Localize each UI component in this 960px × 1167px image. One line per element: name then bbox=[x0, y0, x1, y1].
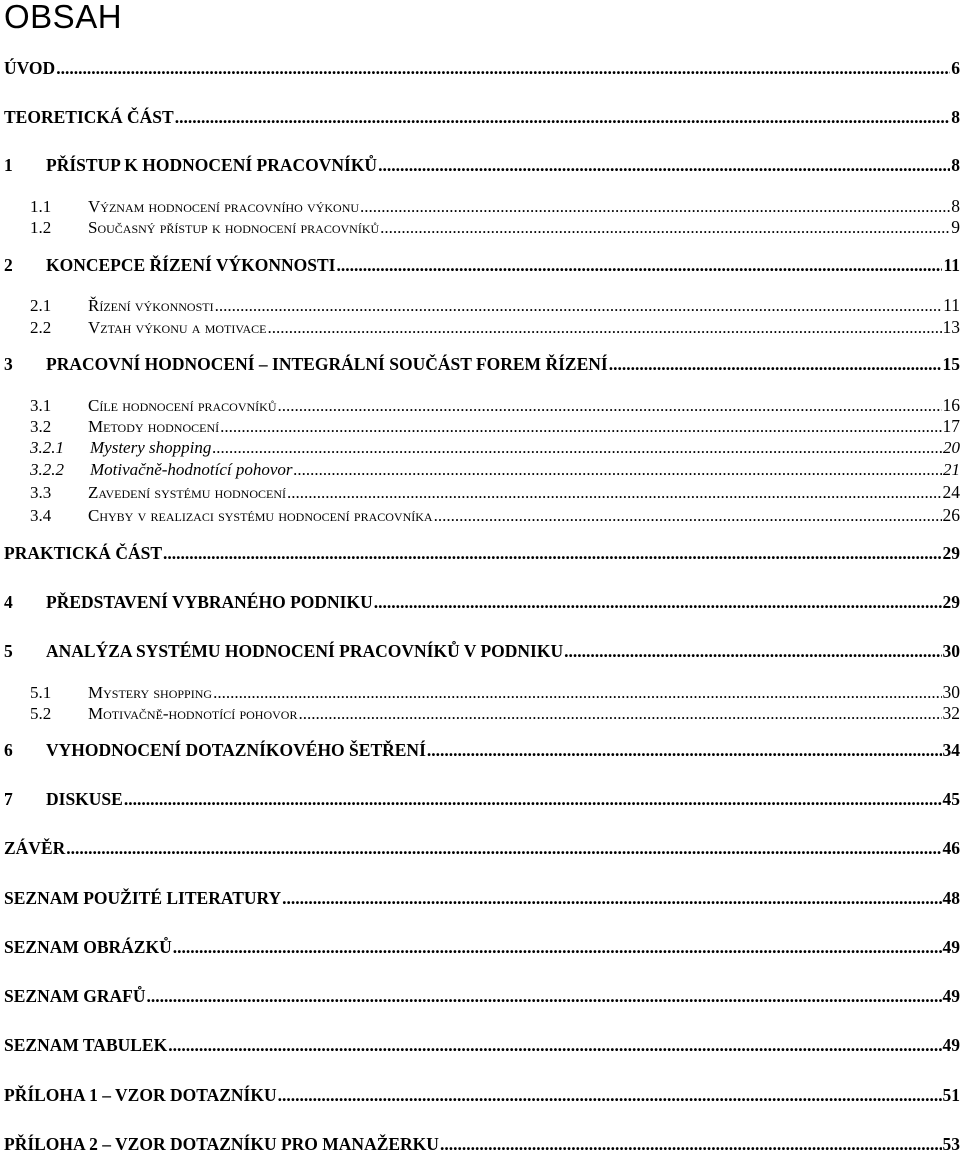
toc-entry[interactable] bbox=[0, 641, 960, 671]
toc-dot-leader bbox=[212, 438, 942, 458]
toc-entry-number: 3.1 bbox=[30, 396, 52, 415]
toc-entry-title: Mystery shopping bbox=[88, 683, 213, 702]
toc-entry-page: 26 bbox=[942, 505, 960, 525]
toc-entry-number: 4 bbox=[4, 592, 13, 612]
toc-entry-title: Chyby v realizaci systému hodnocení pracovníka bbox=[88, 506, 433, 525]
toc-entry-page: 8 bbox=[951, 196, 960, 216]
toc-entry[interactable] bbox=[0, 1085, 960, 1115]
toc-dot-leader bbox=[336, 255, 942, 276]
toc-entry-title: PŘÍSTUP K HODNOCENÍ PRACOVNÍKŮ bbox=[46, 155, 378, 175]
toc-entry[interactable] bbox=[0, 888, 960, 918]
toc-entry-page: 11 bbox=[943, 295, 960, 315]
toc-entry-page: 8 bbox=[951, 155, 960, 175]
toc-entry[interactable] bbox=[0, 1035, 960, 1065]
toc-entry-number: 3.4 bbox=[30, 506, 52, 525]
toc-entry-page: 11 bbox=[943, 255, 960, 275]
toc-dot-leader bbox=[146, 986, 941, 1007]
toc-entry-page: 49 bbox=[942, 1035, 960, 1055]
toc-entry-page: 49 bbox=[942, 937, 960, 957]
toc-entry-title: SEZNAM OBRÁZKŮ bbox=[4, 937, 172, 957]
toc-dot-leader bbox=[609, 354, 942, 375]
toc-dot-leader bbox=[278, 396, 942, 416]
toc-dot-leader bbox=[298, 704, 941, 724]
toc-entry-page: 45 bbox=[942, 789, 960, 809]
toc-entry-page: 24 bbox=[942, 482, 960, 502]
toc-dot-leader bbox=[282, 888, 941, 909]
toc-entry[interactable] bbox=[0, 317, 960, 347]
toc-entry[interactable] bbox=[0, 703, 960, 733]
toc-entry-title: SEZNAM GRAFŮ bbox=[4, 986, 146, 1006]
toc-entry-page: 34 bbox=[942, 740, 960, 760]
toc-dot-leader bbox=[374, 592, 942, 613]
toc-entry[interactable] bbox=[0, 789, 960, 819]
toc-entry-title: Metody hodnocení bbox=[88, 417, 220, 436]
toc-entry[interactable] bbox=[0, 58, 960, 88]
toc-dot-leader bbox=[564, 641, 941, 662]
toc-entry[interactable] bbox=[0, 155, 960, 185]
toc-dot-leader bbox=[427, 740, 942, 761]
toc-entry-title: SEZNAM POUŽITÉ LITERATURY bbox=[4, 888, 282, 908]
toc-entry-page: 30 bbox=[942, 682, 960, 702]
toc-entry[interactable] bbox=[0, 217, 960, 247]
toc-entry-page: 8 bbox=[951, 107, 960, 127]
toc-entry-title: PRACOVNÍ HODNOCENÍ – INTEGRÁLNÍ SOUČÁST FOREM ŘÍZENÍ bbox=[46, 354, 608, 374]
toc-entry-number: 1.1 bbox=[30, 197, 52, 216]
toc-entry-title: PŘÍLOHA 1 – VZOR DOTAZNÍKU bbox=[4, 1085, 277, 1105]
toc-entry-title: PŘÍLOHA 2 – VZOR DOTAZNÍKU PRO MANAŽERKU bbox=[4, 1134, 439, 1154]
toc-entry-page: 46 bbox=[942, 838, 960, 858]
toc-dot-leader bbox=[378, 155, 950, 176]
toc-entry-number: 5.2 bbox=[30, 704, 52, 723]
toc-entry-title: ANALÝZA SYSTÉMU HODNOCENÍ PRACOVNÍKŮ V PODNIKU bbox=[46, 641, 564, 661]
toc-dot-leader bbox=[66, 838, 941, 859]
toc-entry-page: 9 bbox=[951, 217, 960, 237]
toc-dot-leader bbox=[440, 1134, 942, 1155]
toc-entry-title: ÚVOD bbox=[4, 58, 56, 78]
toc-entry-page: 29 bbox=[942, 543, 960, 563]
toc-entry-title: Motivačně-hodnotící pohovor bbox=[88, 704, 298, 723]
toc-dot-leader bbox=[220, 417, 941, 437]
toc-entry-title: Motivačně-hodnotící pohovor bbox=[90, 460, 293, 479]
toc-entry-number: 2.2 bbox=[30, 318, 52, 337]
toc-entry[interactable] bbox=[0, 1134, 960, 1164]
toc-entry[interactable] bbox=[0, 592, 960, 622]
toc-entry-page: 51 bbox=[942, 1085, 960, 1105]
page-title: OBSAH bbox=[4, 0, 123, 35]
toc-entry-title: Cíle hodnocení pracovníků bbox=[88, 396, 277, 415]
toc-dot-leader bbox=[168, 1035, 941, 1056]
toc-entry[interactable] bbox=[0, 107, 960, 137]
toc-dot-leader bbox=[294, 460, 942, 480]
toc-entry-title: Řízení výkonnosti bbox=[88, 296, 214, 315]
toc-entry-number: 7 bbox=[4, 789, 13, 809]
toc-dot-leader bbox=[268, 318, 942, 338]
toc-entry-page: 17 bbox=[942, 416, 960, 436]
toc-entry-title: Současný přístup k hodnocení pracovníků bbox=[88, 218, 380, 237]
toc-dot-leader bbox=[380, 218, 950, 238]
toc-entry-number: 3.2.2 bbox=[30, 460, 64, 479]
toc-entry-title: KONCEPCE ŘÍZENÍ VÝKONNOSTI bbox=[46, 255, 336, 275]
toc-dot-leader bbox=[173, 937, 942, 958]
toc-entry-title: PŘEDSTAVENÍ VYBRANÉHO PODNIKU bbox=[46, 592, 373, 612]
toc-entry-title: Zavedení systému hodnocení bbox=[88, 483, 286, 502]
toc-entry-title: Význam hodnocení pracovního výkonu bbox=[88, 197, 360, 216]
toc-entry-title: Vztah výkonu a motivace bbox=[88, 318, 267, 337]
toc-entry-title: DISKUSE bbox=[46, 789, 123, 809]
toc-entry[interactable] bbox=[0, 543, 960, 573]
toc-dot-leader bbox=[175, 107, 951, 128]
toc-entry-number: 2.1 bbox=[30, 296, 52, 315]
toc-entry[interactable] bbox=[0, 986, 960, 1016]
toc-entry-number: 2 bbox=[4, 255, 13, 275]
toc-dot-leader bbox=[215, 296, 943, 316]
toc-entry-page: 13 bbox=[942, 317, 960, 337]
toc-entry[interactable] bbox=[0, 838, 960, 868]
toc-entry-number: 1 bbox=[4, 155, 13, 175]
toc-entry-page: 20 bbox=[943, 438, 960, 457]
toc-dot-leader bbox=[287, 483, 942, 503]
toc-dot-leader bbox=[163, 543, 941, 564]
toc-entry-number: 3 bbox=[4, 354, 13, 374]
toc-entry-page: 30 bbox=[942, 641, 960, 661]
toc-dot-leader bbox=[278, 1085, 942, 1106]
toc-entry-page: 32 bbox=[942, 703, 960, 723]
toc-dot-leader bbox=[360, 197, 950, 217]
toc-entry-title: VYHODNOCENÍ DOTAZNÍKOVÉHO ŠETŘENÍ bbox=[46, 740, 426, 760]
toc-entry[interactable] bbox=[0, 354, 960, 384]
toc-entry-number: 5 bbox=[4, 641, 13, 661]
toc-entry-page: 49 bbox=[942, 986, 960, 1006]
toc-entry-page: 21 bbox=[943, 460, 960, 479]
toc-entry-number: 3.2 bbox=[30, 417, 52, 436]
toc-dot-leader bbox=[124, 789, 942, 810]
toc-entry[interactable] bbox=[0, 937, 960, 967]
toc-entry[interactable] bbox=[0, 255, 960, 285]
toc-entry[interactable] bbox=[0, 505, 960, 535]
toc-entry-page: 6 bbox=[951, 58, 960, 78]
toc-entry-number: 5.1 bbox=[30, 683, 52, 702]
toc-entry-page: 53 bbox=[942, 1134, 960, 1154]
toc-entry-title: ZÁVĚR bbox=[4, 838, 66, 858]
toc-entry-page: 48 bbox=[942, 888, 960, 908]
toc-entry-title: Mystery shopping bbox=[90, 438, 212, 457]
toc-entry-page: 16 bbox=[942, 395, 960, 415]
toc-entry-title: SEZNAM TABULEK bbox=[4, 1035, 168, 1055]
toc-entry-number: 1.2 bbox=[30, 218, 52, 237]
toc-entry-page: 15 bbox=[942, 354, 960, 374]
toc-dot-leader bbox=[56, 58, 950, 79]
toc-entry-title: TEORETICKÁ ČÁST bbox=[4, 107, 174, 127]
toc-entry-number: 6 bbox=[4, 740, 13, 760]
toc-entry-page: 29 bbox=[942, 592, 960, 612]
toc-dot-leader bbox=[434, 506, 942, 526]
toc-entry-number: 3.2.1 bbox=[30, 438, 64, 457]
toc-entry-title: PRAKTICKÁ ČÁST bbox=[4, 543, 163, 563]
toc-entry[interactable] bbox=[0, 740, 960, 770]
toc-entry-number: 3.3 bbox=[30, 483, 52, 502]
toc-dot-leader bbox=[213, 683, 941, 703]
